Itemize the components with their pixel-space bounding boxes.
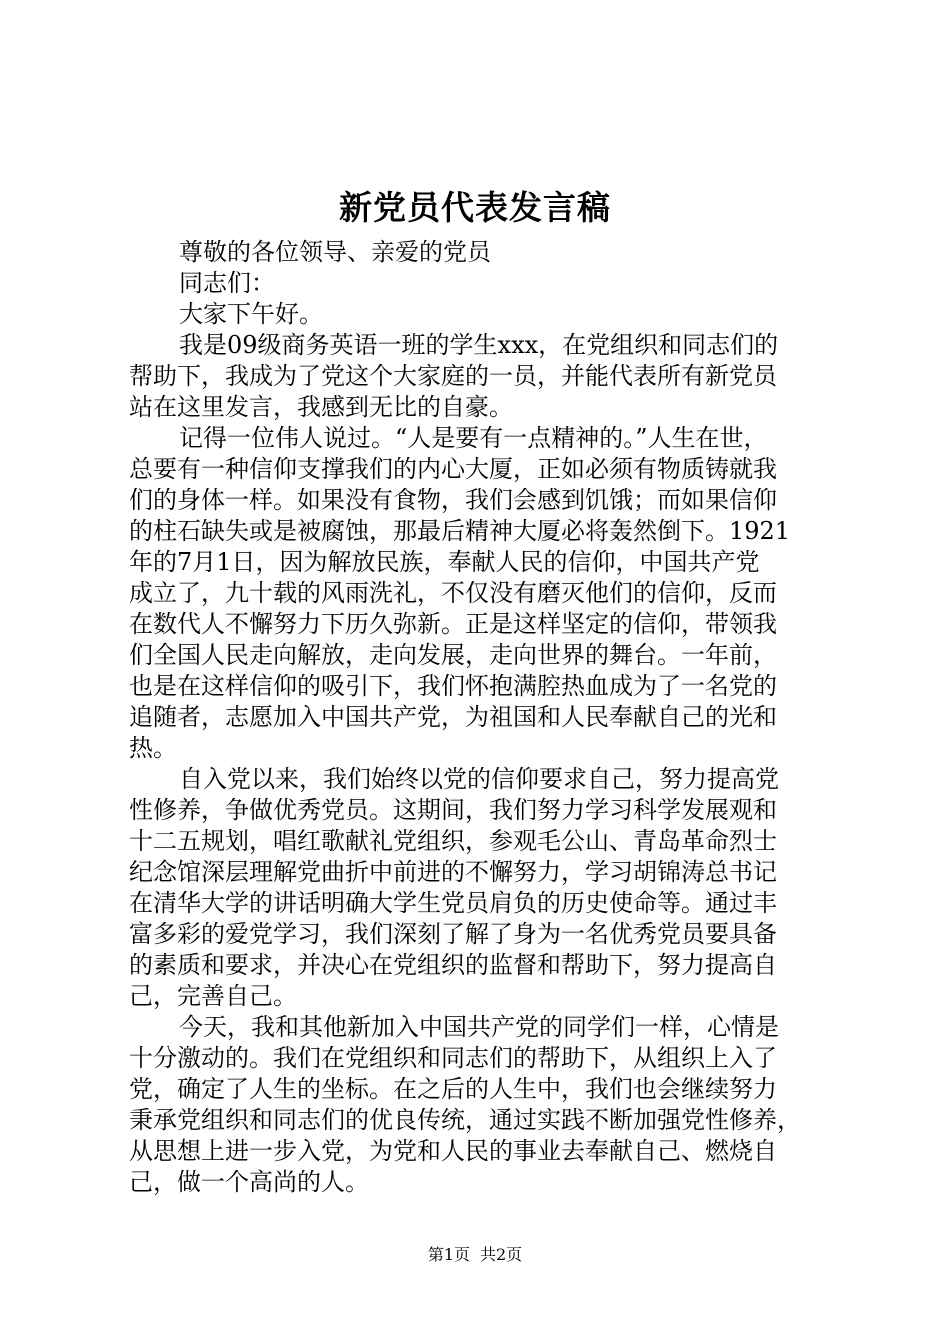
text-line: 党，确定了人生的坐标。在之后的人生中，我们也会继续努力 [129,1075,777,1103]
text-line: 追随者，志愿加入中国共产党，为祖国和人民奉献自己的光和 [129,703,777,731]
text-line: 站在这里发言，我感到无比的自豪。 [129,393,513,421]
text-line: 我是09级商务英语一班的学生xxx，在党组织和同志们的 [179,331,779,359]
text-line: 帮助下，我成为了党这个大家庭的一员，并能代表所有新党员 [129,362,777,390]
text-line: 性修养，争做优秀党员。这期间，我们努力学习科学发展观和 [129,796,777,824]
text-line: 总要有一种信仰支撑我们的内心大厦，正如必须有物质铸就我 [129,455,777,483]
text-line: 年的7月1日，因为解放民族，奉献人民的信仰，中国共产党 [129,548,760,576]
text-line: 的柱石缺失或是被腐蚀，那最后精神大厦必将轰然倒下。1921 [129,517,791,545]
text-line: 记得一位伟人说过。“人是要有一点精神的。”人生在世， [179,424,768,452]
text-line: 也是在这样信仰的吸引下，我们怀抱满腔热血成为了一名党的 [129,672,777,700]
text-line: 在数代人不懈努力下历久弥新。正是这样坚定的信仰，带领我 [129,610,777,638]
text-line: 己，做一个高尚的人。 [129,1168,369,1196]
document-title: 新党员代表发言稿 [339,188,611,227]
text-line: 从思想上进一步入党，为党和人民的事业去奉献自己、燃烧自 [129,1137,777,1165]
text-line: 同志们： [179,269,275,297]
text-line: 纪念馆深层理解党曲折中前进的不懈努力，学习胡锦涛总书记 [129,858,777,886]
text-line: 在清华大学的讲话明确大学生党员肩负的历史使命等。通过丰 [129,889,777,917]
text-line: 富多彩的爱党学习，我们深刻了解了身为一名优秀党员要具备 [129,920,777,948]
text-line: 己，完善自己。 [129,982,297,1010]
text-line: 十分激动的。我们在党组织和同志们的帮助下，从组织上入了 [129,1044,777,1072]
page-number: 第1页 [427,1245,470,1264]
text-line: 秉承党组织和同志们的优良传统，通过实践不断加强党性修养， [129,1106,801,1134]
text-line: 们全国人民走向解放，走向发展，走向世界的舞台。一年前， [129,641,777,669]
text-line: 尊敬的各位领导、亲爱的党员 [179,238,491,266]
text-line: 十二五规划，唱红歌献礼党组织，参观毛公山、青岛革命烈士 [129,827,777,855]
text-line: 自入党以来，我们始终以党的信仰要求自己，努力提高党 [179,765,779,793]
text-line: 今天，我和其他新加入中国共产党的同学们一样，心情是 [179,1013,779,1041]
page-footer [0,1243,950,1267]
text-line: 的素质和要求，并决心在党组织的监督和帮助下，努力提高自 [129,951,777,979]
text-line: 成立了，九十载的风雨洗礼，不仅没有磨灭他们的信仰，反而 [129,579,777,607]
document-body [129,237,834,1198]
text-line: 们的身体一样。如果没有食物，我们会感到饥饿；而如果信仰 [129,486,777,514]
page-total: 共2页 [480,1245,523,1264]
text-line: 大家下午好。 [179,300,323,328]
text-line: 热。 [129,734,177,762]
